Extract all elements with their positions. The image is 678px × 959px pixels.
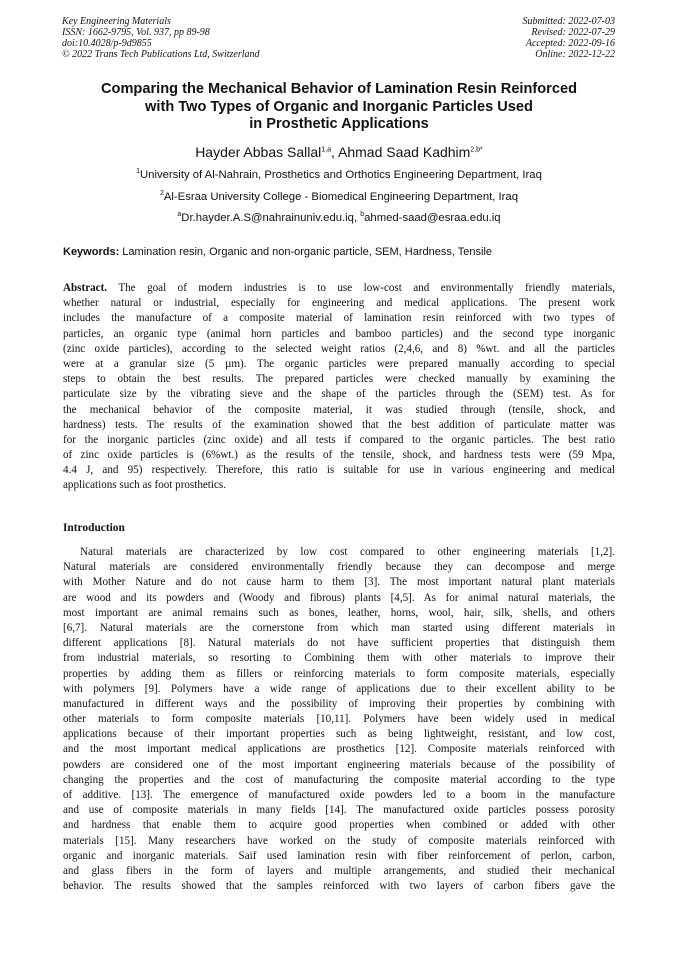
- affiliation-text: University of Al-Nahrain, Prosthetics and Orthotics Engineering Department, Iraq: [140, 169, 542, 181]
- paragraph-line: and glass fibers in the form of layers and multiple arrangements, and studied their mechanical: [63, 864, 615, 877]
- introduction-paragraph: [63, 545, 615, 894]
- paragraph-line: different applications [8]. Natural materials do not have sufficient properties that distinguish them: [63, 637, 615, 650]
- keywords: [63, 245, 615, 259]
- email-link[interactable]: Dr.hayder.A.S@nahrainuniv.edu.iq,: [181, 212, 361, 224]
- paragraph-line: of additive. [13]. The emergence of manufactured oxide powders led to a boom in the manufacture: [63, 789, 615, 801]
- abstract-line: particulate size by the vibrating sieve and the shape of the particles through the (SEM) test. As for: [63, 388, 615, 401]
- paragraph-line: are wood and its powders and (Woody and fibrous) plants [4,5]. As for animal natural materials, the: [63, 591, 615, 604]
- paragraph-line: Natural materials are characterized by low cost compared to other engineering materials [1,2].: [80, 546, 615, 558]
- paragraph-line: with Mother Nature and do not cause harm to them [3]. The most important natural plant materials: [63, 576, 615, 589]
- online-date: Online: 2022-12-22: [535, 49, 615, 60]
- abstract-line: hardness) tests. The results of the examination showed that the best addition of particulate matter was: [63, 418, 615, 431]
- keywords-text: Lamination resin, Organic and non-organic particle, SEM, Hardness, Tensile: [119, 246, 493, 258]
- paragraph-line: and use of composite materials in many fields [14]. The manufactured oxide particles possess porosity: [63, 804, 615, 817]
- abstract: [63, 281, 615, 494]
- paragraph-line: behavior. The results showed that the samples reinforced with two layers of carbon fibers gave the: [63, 880, 615, 893]
- paragraph-line: and the most important medical applications are prosthetics [12]. Composite materials reinforced with: [63, 743, 615, 756]
- author-list: [0, 144, 678, 161]
- paragraph-line: other materials to form composite materials [10,11]. Polymers have been widely used in medical: [63, 713, 615, 726]
- abstract-line: particles, an organic type (animal horn particles and bamboo particles) and the second type inorganic: [63, 327, 615, 340]
- email-marker: b: [360, 211, 365, 219]
- paragraph-line: [6,7]. Natural materials are the cornerstone from which man started using different materials in: [63, 621, 615, 634]
- paragraph-line: organic and inorganic materials. Saif used lamination resin with fiber reinforcement of perlon, carbon,: [63, 849, 615, 862]
- abstract-line: Abstract. The goal of modern industries is to use low-cost and environmentally friendly materials,: [63, 282, 615, 294]
- affiliation: [0, 190, 678, 204]
- author-name: Hayder Abbas Sallal: [195, 144, 322, 160]
- section-heading-introduction: Introduction: [63, 522, 125, 534]
- email-marker: a: [177, 211, 182, 219]
- doi[interactable]: doi:10.4028/p-9d9855: [62, 38, 152, 49]
- author-affiliation-marker: 1,a: [321, 146, 331, 154]
- abstract-line: were at a granular size (5 µm). The organic particles were prepared manually according to special: [63, 357, 615, 370]
- submitted-date: Submitted: 2022-07-03: [522, 16, 615, 27]
- abstract-line: 4.4 J, and 95) respectively. Therefore, this ratio is suitable for use in various engineering and medical: [63, 464, 615, 477]
- revised-date: Revised: 2022-07-29: [531, 27, 615, 38]
- title-line: Comparing the Mechanical Behavior of Lamination Resin Reinforced: [101, 81, 577, 97]
- author-affiliation-marker: 2,b*: [470, 146, 483, 154]
- affiliation-text: Al-Esraa University College - Biomedical Engineering Department, Iraq: [163, 191, 519, 203]
- accepted-date: Accepted: 2022-09-16: [525, 38, 615, 49]
- abstract-line: (zinc oxide particles), according to the selected weight ratios (2,4,6, and 8) %wt. and all the particles: [63, 342, 615, 355]
- abstract-line: the mechanical behavior of the composite material, it was studied through (tensile, shock, and: [63, 403, 615, 416]
- author-name: Ahmad Saad Kadhim: [338, 144, 471, 160]
- abstract-label: Abstract.: [63, 282, 108, 294]
- paragraph-line: manufactured in different ways and the possibility of improving their properties by combining with: [63, 697, 615, 710]
- paragraph-line: properties by adding them as fillers or reinforcing materials to form composite materials, especially: [63, 667, 615, 680]
- paragraph-line: applications because of their important properties such as being lightweight, resistant, and low cost,: [63, 728, 615, 741]
- affiliation: [0, 168, 678, 182]
- paragraph-line: changing the properties and the cost of manufacturing the composite material according to the type: [63, 773, 615, 786]
- paragraph-line: most important are animal remains such as bones, leather, horns, wool, hair, silk, shells, and others: [63, 606, 615, 619]
- abstract-line: whether natural or industrial, especially for engineering and medical applications. The present work: [63, 297, 615, 310]
- issn: ISSN: 1662-9795, Vol. 937, pp 89-98: [62, 27, 210, 38]
- paper-title: [40, 81, 638, 134]
- abstract-line: includes the manufacture of a composite material of lamination resin reinforced with two types of: [63, 312, 615, 325]
- copyright: © 2022 Trans Tech Publications Ltd, Switzerland: [62, 49, 260, 60]
- affiliation-marker: 2: [159, 190, 164, 198]
- affiliation-marker: 1: [136, 168, 141, 176]
- title-line: in Prosthetic Applications: [249, 116, 429, 132]
- paragraph-line: materials [15]. Many researchers have worked on the study of composite materials reinforced with: [63, 834, 615, 847]
- abstract-line: for the inorganic particles (zinc oxide) and all tests if compared to the organic particles. The best ratio: [63, 433, 615, 446]
- journal-name: Key Engineering Materials: [62, 16, 171, 27]
- paragraph-line: from industrial materials, so resorting to Combining them with other materials to improve their: [63, 652, 615, 665]
- paragraph-line: powders are considered one of the most important engineering materials because of the possibility of: [63, 758, 615, 771]
- abstract-line: of zinc oxide particles is (6%wt.) as the results of the tensile, shock, and hardness tests were (59 Mpa,: [63, 449, 615, 462]
- author-separator: ,: [331, 144, 339, 160]
- publication-dates: [523, 16, 616, 60]
- title-line: with Two Types of Organic and Inorganic Particles Used: [145, 98, 533, 115]
- paragraph-line: Natural materials are considered environmentally friendly because they can decompose and merge: [63, 561, 615, 574]
- email-link[interactable]: ahmed-saad@esraa.edu.iq: [364, 212, 501, 224]
- paragraph-line: and hardness that enable them to acquire good properties when combined or added with other: [63, 819, 615, 832]
- abstract-line: steps to obtain the best results. The prepared particles were checked manually by examining the: [63, 373, 615, 386]
- journal-info: [62, 16, 260, 60]
- abstract-line: applications such as foot prosthetics.: [63, 479, 226, 492]
- author-emails: [0, 211, 678, 225]
- keywords-label: Keywords:: [63, 246, 120, 258]
- paragraph-line: with polymers [9]. Polymers have a wide range of applications due to their excellent ability to be: [63, 682, 615, 695]
